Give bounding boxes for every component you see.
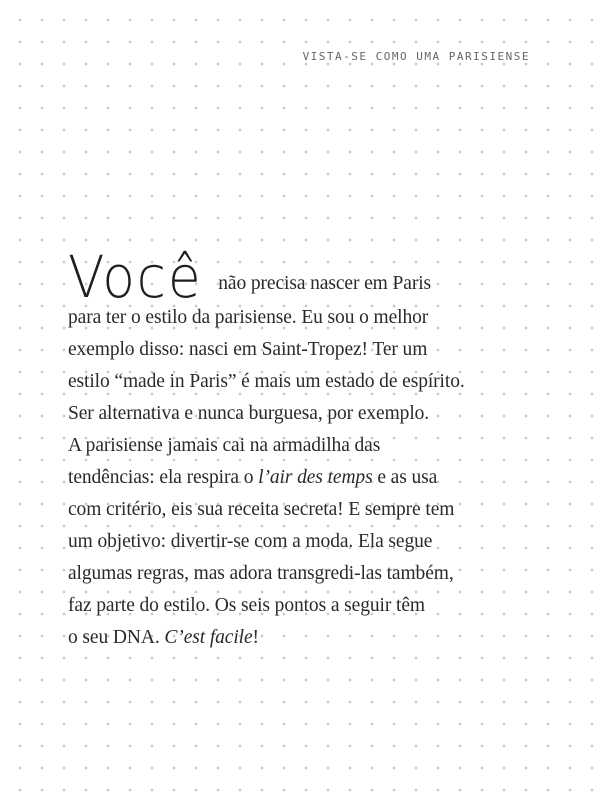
running-header: VISTA-SE COMO UMA PARISIENSE bbox=[302, 50, 530, 63]
body-text bbox=[68, 236, 548, 654]
text-segment: e as usa bbox=[372, 467, 438, 488]
italic-phrase: l’air des temps bbox=[258, 467, 373, 488]
text-line: um objetivo: divertir-se com a moda. Ela segue bbox=[68, 531, 433, 552]
text-line: estilo “made in Paris” é mais um estado de espírito. bbox=[68, 371, 465, 392]
text-line bbox=[68, 622, 548, 654]
first-line-text: não precisa nascer em Paris bbox=[218, 273, 432, 294]
text-line: A parisiense jamais cai na armadilha das bbox=[68, 435, 381, 456]
italic-phrase: C’est facile bbox=[164, 627, 253, 648]
text-line: com critério, eis sua receita secreta! E sempre tem bbox=[68, 499, 455, 520]
drop-word: Você bbox=[68, 243, 203, 311]
text-segment: tendências: ela respira o bbox=[68, 467, 259, 488]
first-line bbox=[68, 236, 548, 311]
text-segment: ! bbox=[252, 627, 259, 648]
text-line: algumas regras, mas adora transgredi-las também, bbox=[68, 563, 454, 584]
text-line: faz parte do estilo. Os seis pontos a seguir têm bbox=[68, 595, 425, 616]
text-line bbox=[68, 462, 548, 494]
text-line: Ser alternativa e nunca burguesa, por exemplo. bbox=[68, 403, 430, 424]
text-line: para ter o estilo da parisiense. Eu sou o melhor bbox=[68, 307, 429, 328]
text-segment: o seu DNA. bbox=[68, 627, 165, 648]
text-line: exemplo disso: nasci em Saint-Tropez! Ter um bbox=[68, 339, 428, 360]
